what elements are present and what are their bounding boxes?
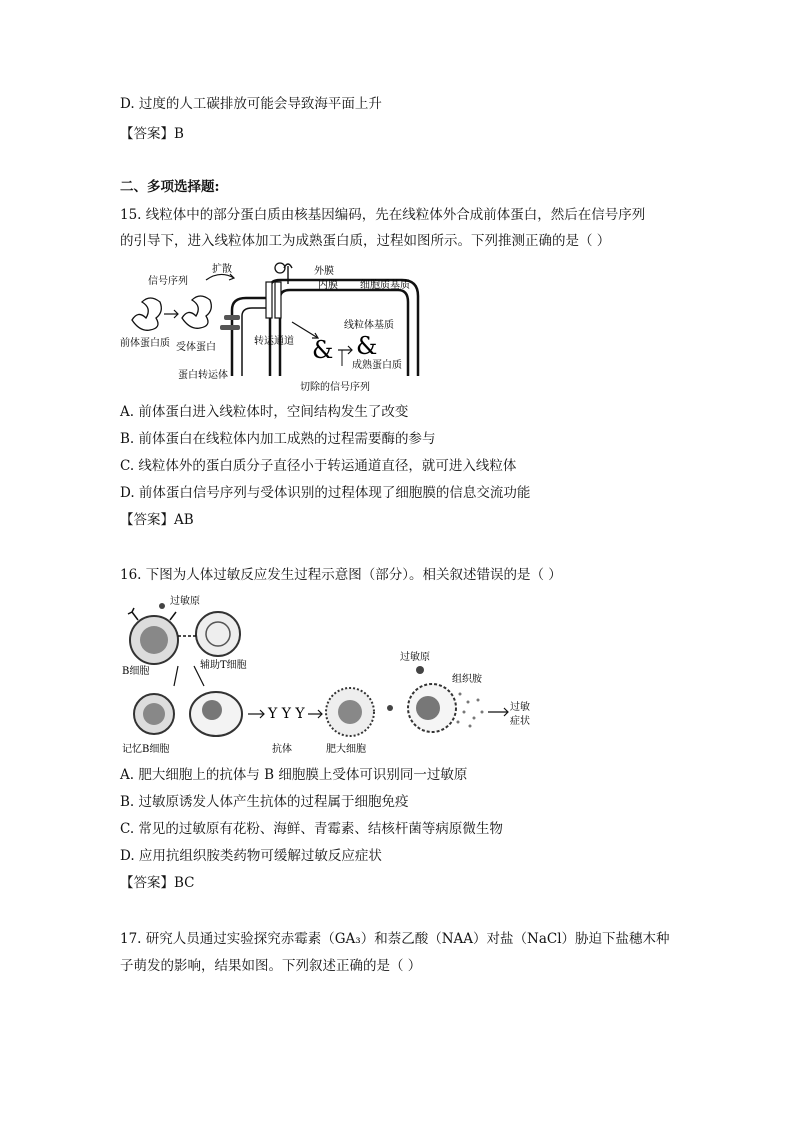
q16-option-b: B. 过敏原诱发人体产生抗体的过程属于细胞免疫 [120,794,409,810]
label-outer-membrane: 外膜 [314,266,334,277]
q15-option-d: D. 前体蛋白信号序列与受体识别的过程体现了细胞膜的信息交流功能 [120,485,531,501]
label-antibody: 抗体 [272,744,292,755]
transport-channel [266,282,272,318]
histamine-particles [457,693,484,728]
label-symptom-1: 过敏 [510,702,530,713]
q14-answer: 【答案】B [120,126,184,142]
q15-answer: 【答案】AB [120,512,194,528]
label-mast-cell: 肥大细胞 [326,744,366,755]
helper-t-cell [196,612,240,656]
antibodies: Y Y Y [268,706,305,722]
q16-option-c: C. 常见的过敏原有花粉、海鲜、青霉素、结核杆菌等病原微生物 [120,821,503,837]
q14-option-d: D. 过度的人工碳排放可能会导致海平面上升 [120,96,382,112]
q16-option-a: A. 肥大细胞上的抗体与 B 细胞膜上受体可识别同一过敏原 [120,767,468,783]
q16-allergy-figure [118,590,538,760]
label-allergen-top: 过敏原 [170,596,200,607]
q16-stem: 16. 下图为人体过敏反应发生过程示意图（部分）。相关叙述错误的是（ ） [120,567,562,583]
section-title: 二、多项选择题: [120,179,220,195]
q15-option-a: A. 前体蛋白进入线粒体时，空间结构发生了改变 [120,404,409,420]
label-cut-signal: 切除的信号序列 [300,382,370,393]
q16-option-d: D. 应用抗组织胺类药物可缓解过敏反应症状 [120,848,382,864]
label-cytoplasm-matrix: 细胞质基质 [360,280,410,291]
label-b-cell: B细胞 [122,666,150,677]
ampersand-right: & [356,332,378,360]
label-memory-b: 记忆B细胞 [122,744,170,755]
label-symptom-2: 症状 [510,716,530,727]
label-precursor: 前体蛋白质 [120,338,170,349]
label-signal-seq: 信号序列 [148,276,188,287]
q15-option-b: B. 前体蛋白在线粒体内加工成熟的过程需要酶的参与 [120,431,436,447]
label-transporter: 蛋白转运体 [178,370,228,381]
label-matrix: 线粒体基质 [344,320,394,331]
transporter-shape [224,315,240,320]
label-helper-t: 辅助T细胞 [200,660,247,671]
label-allergen-right: 过敏原 [400,652,430,663]
label-diffuse: 扩散 [212,264,232,275]
label-histamine: 组织胺 [452,674,482,685]
label-inner-membrane: 内膜 [318,280,338,291]
label-channel: 转运通道 [254,336,294,347]
q15-option-c: C. 线粒体外的蛋白质分子直径小于转运通道直径，就可进入线粒体 [120,458,517,474]
label-mature: 成熟蛋白质 [352,360,402,371]
q15-stem-line1: 15. 线粒体中的部分蛋白质由核基因编码，先在线粒体外合成前体蛋白，然后在信号序列 [120,207,646,223]
q17-stem-line1: 17. 研究人员通过实验探究赤霉素（GA₃）和萘乙酸（NAA）对盐（NaCl）胁迫下盐穗木种 [120,931,670,947]
q15-stem-line2: 的引导下，进入线粒体加工为成熟蛋白质，过程如图所示。下列推测正确的是（ ） [120,233,611,249]
precursor-shape [132,298,161,330]
label-receptor: 受体蛋白 [176,342,216,353]
q15-mitochondria-figure [120,258,440,398]
q17-stem-line2: 子萌发的影响，结果如图。下列叙述正确的是（ ） [120,958,422,974]
ampersand-left: & [312,336,334,364]
q16-answer: 【答案】BC [120,875,195,891]
